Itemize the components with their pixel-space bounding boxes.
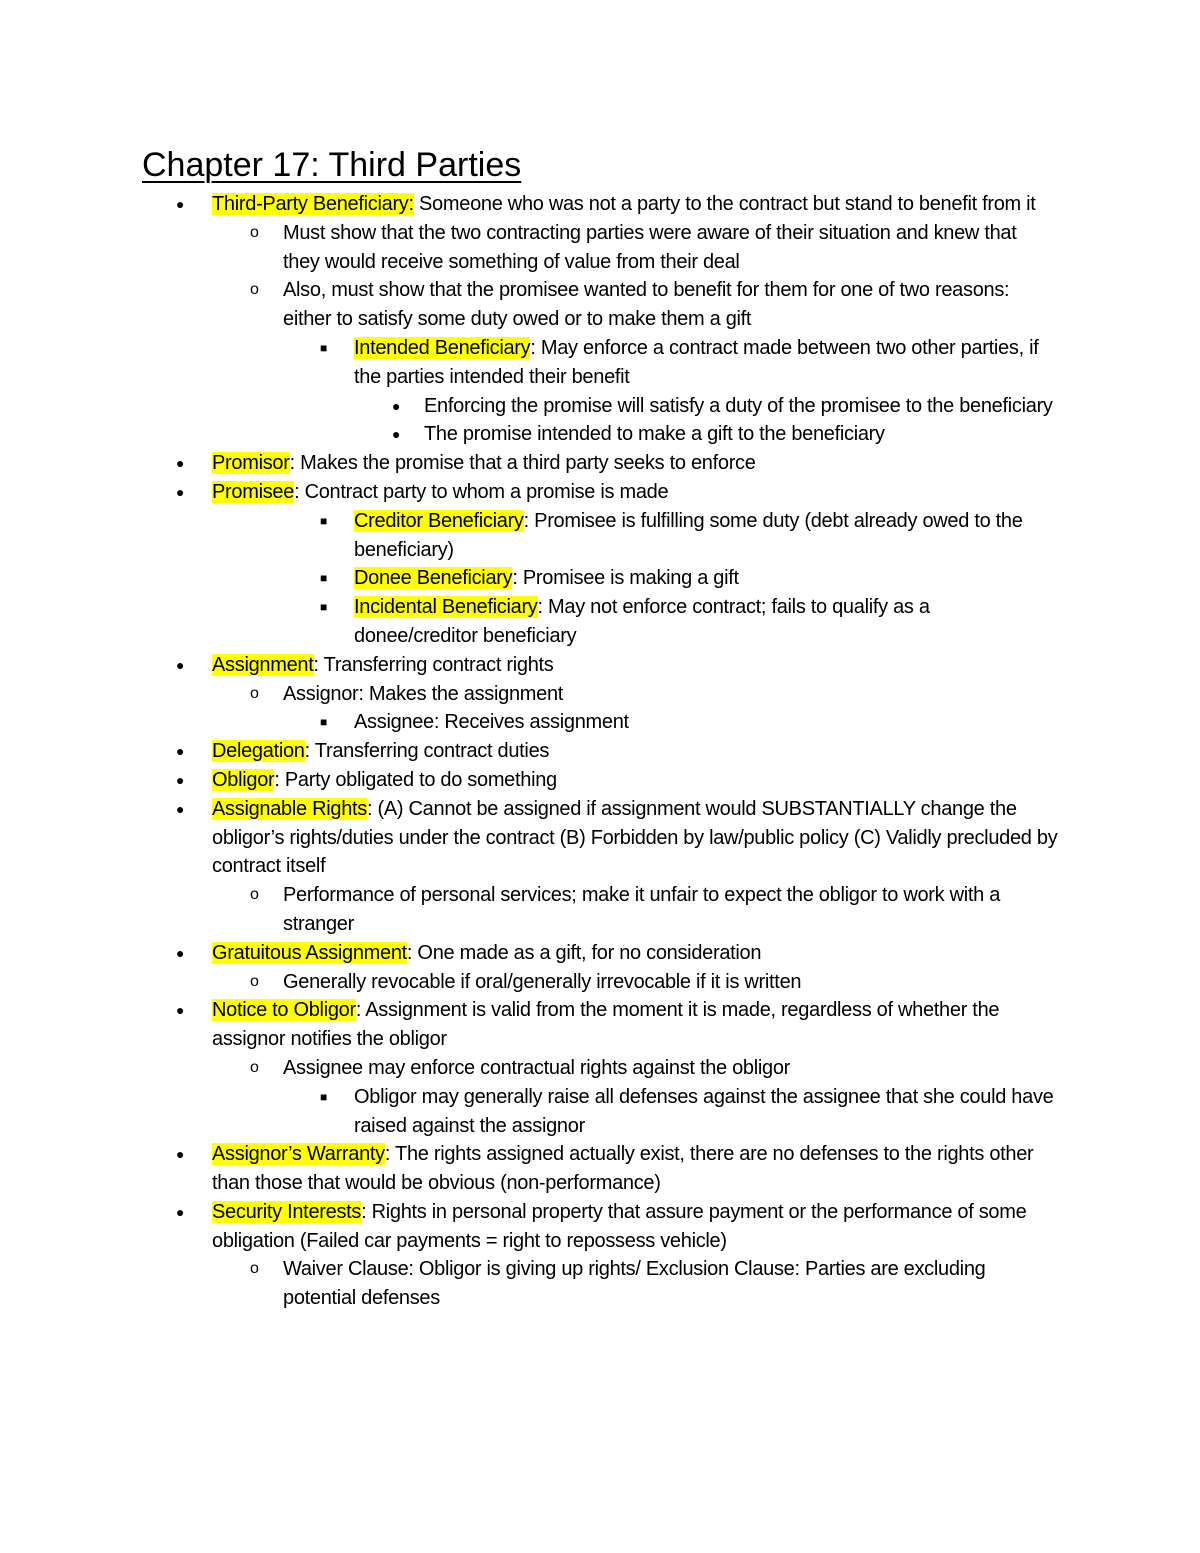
item-text: Assignor: Makes the assignment	[283, 682, 564, 705]
item-text: Obligor may generally raise all defenses against the assignee that she could have raised against the assignor	[354, 1085, 1054, 1137]
list-item	[0, 651, 1058, 680]
list-item	[0, 1198, 1058, 1256]
item-text: : Promisee is making a gift	[512, 567, 739, 590]
item-text: : One made as a gift, for no consideration	[406, 941, 762, 964]
bullet-marker: ●	[392, 397, 401, 414]
list-item	[0, 219, 1058, 277]
list-item	[0, 708, 1058, 737]
bullet-marker: ●	[176, 1002, 185, 1019]
bullet-marker: ●	[176, 743, 185, 760]
item-text: Assignee: Receives assignment	[354, 711, 629, 734]
bullet-marker: o	[250, 1058, 259, 1076]
bullet-marker: ■	[320, 513, 327, 528]
highlighted-term: Donee Beneficiary	[354, 567, 513, 590]
highlighted-term: Third-Party Beneficiary:	[212, 193, 414, 215]
item-text: : Contract party to whom a promise is made	[294, 480, 669, 503]
list-item	[0, 795, 1058, 881]
outline-list	[0, 190, 1200, 1313]
list-item	[0, 334, 1058, 392]
item-text: : Rights in personal property that assure payment or the performance of some obligation (Failed car payments = right to repossess vehicle)	[212, 1200, 1027, 1252]
highlighted-term: Assignable Rights	[212, 797, 367, 820]
highlighted-term: Intended Beneficiary	[354, 336, 531, 359]
page-title: Chapter 17: Third Parties	[142, 146, 522, 184]
list-item	[0, 564, 1058, 593]
highlighted-term: Assignment	[212, 653, 314, 676]
item-text: Generally revocable if oral/generally irrevocable if it is written	[283, 970, 802, 993]
item-text: Enforcing the promise will satisfy a duty of the promisee to the beneficiary	[424, 394, 1053, 417]
list-item	[0, 478, 1058, 507]
bullet-marker: ●	[176, 771, 185, 788]
list-item	[0, 276, 1058, 334]
item-text: : Promisee is fulfilling some duty (debt already owed to the beneficiary)	[354, 509, 1023, 561]
list-item	[0, 1140, 1058, 1198]
list-item	[0, 593, 1058, 651]
highlighted-term: Notice to Obligor	[212, 999, 356, 1022]
bullet-marker: ■	[320, 600, 327, 615]
bullet-marker: ●	[176, 800, 185, 817]
item-text: : Transferring contract rights	[313, 653, 554, 676]
list-item	[0, 420, 1058, 449]
item-text: : The rights assigned actually exist, there are no defenses to the rights other than those that would be obvious (non-performance)	[212, 1143, 1034, 1195]
item-text: : May enforce a contract made between two other parties, if the parties intended their benefit	[354, 336, 1039, 388]
bullet-marker: ■	[320, 571, 327, 586]
bullet-marker: ●	[176, 656, 185, 673]
highlighted-term: Security Interests	[212, 1200, 362, 1223]
list-item	[0, 766, 1058, 795]
bullet-marker: o	[250, 886, 259, 904]
bullet-marker: o	[250, 223, 259, 241]
bullet-marker: ●	[176, 483, 185, 500]
highlighted-term: Promisee	[212, 480, 295, 503]
list-item	[0, 1054, 1058, 1083]
list-item	[0, 1083, 1058, 1141]
bullet-marker: ●	[176, 196, 185, 212]
bullet-marker: ●	[176, 1203, 185, 1220]
bullet-marker: ■	[320, 1089, 327, 1104]
highlighted-term: Delegation	[212, 740, 305, 763]
bullet-marker: o	[250, 972, 259, 990]
list-item	[0, 392, 1058, 421]
item-text: Assignee may enforce contractual rights against the obligor	[283, 1056, 791, 1079]
item-text: : Party obligated to do something	[274, 768, 557, 791]
highlighted-term: Creditor Beneficiary	[354, 509, 524, 532]
item-text: : (A) Cannot be assigned if assignment would SUBSTANTIALLY change the obligor’s rights/duties under the contract (B) Forbidden by law/public policy (C) Validly precluded by contract itself	[212, 797, 1058, 878]
list-item	[0, 737, 1058, 766]
bullet-marker: o	[250, 1260, 259, 1278]
highlighted-term: Gratuitous Assignment	[212, 941, 407, 964]
bullet-marker: ●	[176, 944, 185, 961]
item-text: : Makes the promise that a third party seeks to enforce	[289, 452, 756, 475]
list-item	[0, 939, 1058, 968]
list-item	[0, 1255, 1058, 1313]
list-item	[0, 507, 1058, 565]
highlighted-term: Assignor’s Warranty	[212, 1143, 385, 1166]
item-text: : May not enforce contract; fails to qualify as a donee/creditor beneficiary	[354, 596, 930, 647]
list-item	[0, 680, 1058, 709]
list-item	[0, 449, 1058, 478]
bullet-marker: ●	[176, 1146, 185, 1163]
item-text: The promise intended to make a gift to the beneficiary	[424, 423, 885, 446]
item-text: : Assignment is valid from the moment it is made, regardless of whether the assignor notifies the obligor	[212, 999, 1000, 1051]
item-text: : Transferring contract duties	[304, 740, 550, 763]
list-item	[0, 996, 1058, 1054]
bullet-marker: o	[250, 281, 259, 299]
bullet-marker: ■	[320, 715, 327, 730]
highlighted-term: Incidental Beneficiary	[354, 596, 538, 619]
bullet-marker: ■	[320, 340, 327, 355]
list-item	[0, 968, 1058, 997]
bullet-marker: ●	[176, 455, 185, 472]
item-text: Also, must show that the promisee wanted to benefit for them for one of two reasons: either to satisfy some duty owed or to make them a gift	[283, 279, 1010, 331]
list-item	[0, 881, 1058, 939]
bullet-marker: ●	[392, 426, 401, 443]
item-text: Performance of personal services; make it unfair to expect the obligor to work with a stranger	[283, 884, 1001, 935]
bullet-marker: o	[250, 684, 259, 702]
item-text: Waiver Clause: Obligor is giving up rights/ Exclusion Clause: Parties are excluding potential defenses	[283, 1258, 986, 1310]
highlighted-term: Obligor	[212, 768, 275, 791]
list-item	[0, 190, 1058, 219]
item-text: Must show that the two contracting parties were aware of their situation and knew that they would receive something of value from their deal	[283, 221, 1017, 273]
item-text: Someone who was not a party to the contract but stand to benefit from it	[413, 193, 1036, 215]
highlighted-term: Promisor	[212, 452, 290, 475]
